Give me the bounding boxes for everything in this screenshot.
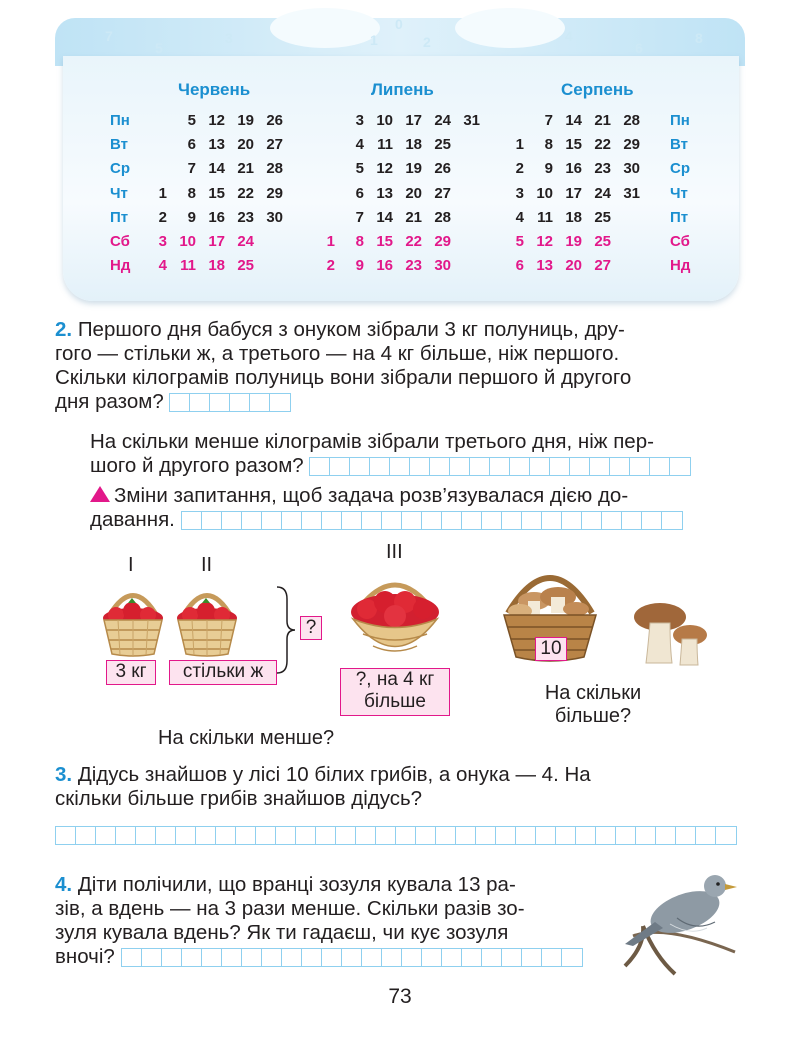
calendar-date: 9 (187, 208, 196, 226)
strawberry-basket-icon (172, 578, 242, 658)
calendar-date: 9 (355, 257, 364, 275)
calendar-date: 16 (565, 160, 582, 178)
calendar-date: 14 (376, 208, 393, 226)
calendar-date: 22 (594, 136, 611, 154)
task3-text: 3. Дідусь знайшов у лісі 10 білих грибів, а онука — 4. На скільки більше грибів знайшов дідусь? (55, 763, 591, 810)
calendar-date: 18 (565, 208, 582, 226)
calendar-date: 27 (434, 184, 451, 202)
calendar-date: 16 (376, 257, 393, 275)
calendar-date: 15 (565, 136, 582, 154)
calendar-date: 18 (405, 136, 422, 154)
answer-row[interactable] (55, 826, 737, 846)
calendar-date: 23 (237, 208, 254, 226)
calendar-date: 16 (208, 208, 225, 226)
strawberry-basket-large-icon (345, 564, 445, 666)
cloud-digit: 1 (370, 32, 378, 48)
strawberry-basket-icon (98, 578, 168, 658)
calendar-date: 2 (158, 208, 167, 226)
caption-how-much-less: На скільки менше? (158, 727, 335, 749)
cloud-decoration (270, 8, 380, 48)
calendar-date: 1 (158, 184, 167, 202)
answer-box[interactable] (309, 457, 691, 476)
calendar-date: 4 (158, 257, 167, 275)
calendar-date: 3 (158, 233, 167, 250)
calendar-date: 30 (623, 160, 640, 178)
basket-label-1: I (128, 554, 134, 576)
calendar-date: 5 (187, 112, 196, 129)
calendar-date: 19 (405, 160, 422, 178)
calendar-date: 4 (515, 208, 524, 226)
task2-line: гого — стільки ж, а третього — на 4 кг більше, ніж першого. (55, 342, 620, 365)
answer-box[interactable] (169, 393, 291, 412)
basket-label-2: II (201, 554, 213, 576)
label-ten: 10 (535, 637, 567, 661)
weekday-label: Сб (110, 232, 130, 250)
mushrooms-icon (630, 597, 710, 669)
calendar-date: 30 (266, 208, 283, 226)
calendar-date: 27 (266, 136, 283, 154)
cloud-digit: 8 (695, 30, 703, 46)
weekday-label: Сб (670, 232, 690, 250)
calendar-date: 11 (377, 136, 393, 154)
calendar-date: 18 (208, 257, 225, 275)
calendar-date: 29 (434, 233, 451, 250)
calendar-date: 2 (515, 160, 524, 178)
calendar-date: 29 (623, 136, 640, 154)
calendar-date: 24 (237, 233, 254, 250)
weekday-column-right (670, 112, 690, 281)
task-number: 4. (55, 873, 73, 896)
calendar-date: 13 (536, 257, 553, 275)
cloud-digit: 4 (565, 28, 573, 44)
cloud-digit: 5 (155, 40, 163, 56)
calendar-date: 8 (187, 184, 196, 202)
calendar-date: 17 (565, 184, 582, 202)
cuckoo-bird-icon (615, 866, 745, 976)
weekday-label: Пт (670, 208, 689, 226)
calendar-date: 29 (266, 184, 283, 202)
calendar-date: 23 (594, 160, 611, 178)
calendar-date: 20 (565, 257, 582, 275)
label-more-by-4kg: ?, на 4 кг більше (340, 668, 450, 716)
page-number: 73 (388, 985, 412, 1008)
task2-line: Скільки кілограмів полуниць вони зібрали першого й другого (55, 366, 632, 389)
task2-subquestion-2: Зміни запитання, щоб задача розв’язувалася дією до- давання. (90, 484, 745, 532)
calendar-date: 21 (237, 160, 254, 178)
calendar-date: 25 (594, 233, 611, 250)
calendar-date: 3 (515, 184, 524, 202)
weekday-label: Ср (110, 160, 130, 178)
calendar-date: 13 (208, 136, 225, 154)
calendar-date: 10 (179, 233, 196, 250)
weekday-label: Чт (110, 184, 128, 202)
cloud-digit: 6 (635, 40, 643, 56)
calendar-date: 8 (544, 136, 553, 154)
calendar-date: 31 (623, 184, 640, 202)
caption-how-much-more: На скільки більше? (544, 682, 642, 727)
calendar-date: 13 (376, 184, 393, 202)
question-box: ? (300, 616, 322, 640)
calendar-date: 10 (536, 184, 553, 202)
weekday-label: Ср (670, 160, 690, 178)
label-3kg: 3 кг (106, 660, 156, 685)
calendar-date: 6 (355, 184, 364, 202)
task-number: 2. (55, 318, 73, 341)
calendar-date: 1 (515, 136, 524, 154)
cloud-digit: 3 (225, 30, 233, 46)
weekday-label: Пн (110, 112, 130, 129)
calendar-date: 26 (266, 112, 283, 129)
cloud-digit: 7 (105, 28, 113, 44)
calendar-date: 8 (355, 233, 364, 250)
calendar-date: 24 (594, 184, 611, 202)
calendar-date: 11 (537, 208, 553, 226)
calendar-date: 9 (544, 160, 553, 178)
task2-subquestion-1: На скільки менше кілограмів зібрали третього дня, ніж пер- шого й другого разом? (90, 430, 745, 478)
calendar-date: 2 (326, 257, 335, 275)
weekday-label: Нд (110, 257, 131, 275)
calendar-date: 12 (208, 112, 225, 129)
calendar-date: 25 (594, 208, 611, 226)
calendar-date: 27 (594, 257, 611, 275)
calendar-date: 25 (237, 257, 254, 275)
calendar-date: 21 (405, 208, 422, 226)
calendar-date: 19 (565, 233, 582, 250)
calendar-date: 28 (266, 160, 283, 178)
calendar-date: 24 (434, 112, 451, 129)
calendar-date: 5 (515, 233, 524, 250)
brace-icon (275, 585, 297, 675)
weekday-label: Пн (670, 112, 690, 129)
calendar-date: 4 (355, 136, 364, 154)
calendar-date: 19 (237, 112, 254, 129)
calendar-date: 3 (355, 112, 364, 129)
calendar-date: 6 (515, 257, 524, 275)
calendar-date: 21 (594, 112, 611, 129)
calendar-date: 12 (376, 160, 393, 178)
calendar-date: 1 (326, 233, 335, 250)
weekday-label: Вт (110, 136, 128, 154)
calendar-date: 15 (376, 233, 393, 250)
calendar-date: 22 (405, 233, 422, 250)
task4-text: 4. Діти полічили, що вранці зозуля кувала 13 ра- зів, а вдень — на 3 рази менше. Скільки разів зо- зуля кувала вдень? Як ти гадаєш, чи кує зозуля вночі? (55, 873, 607, 969)
month-july: Липень (371, 80, 434, 99)
answer-box[interactable] (55, 826, 737, 845)
calendar-date: 28 (623, 112, 640, 129)
calendar-date: 25 (434, 136, 451, 154)
month-august: Серпень (561, 80, 634, 99)
answer-box[interactable] (181, 511, 683, 530)
calendar-date: 26 (434, 160, 451, 178)
calendar-date: 15 (208, 184, 225, 202)
answer-box[interactable] (121, 948, 583, 967)
calendar-date: 28 (434, 208, 451, 226)
cloud-digit: 0 (395, 16, 403, 32)
task2-text (55, 318, 745, 414)
cloud-digit: 2 (423, 34, 431, 50)
calendar-date: 17 (405, 112, 422, 129)
calendar-date: 31 (463, 112, 480, 129)
calendar-date: 7 (355, 208, 364, 226)
task2-line: дня разом? (55, 390, 745, 414)
weekday-column-left (110, 112, 130, 281)
basket-label-3: III (386, 541, 403, 563)
calendar-date: 5 (355, 160, 364, 178)
calendar-date: 6 (187, 136, 196, 154)
task-number: 3. (55, 763, 73, 786)
calendar-date: 14 (565, 112, 582, 129)
calendar-date: 20 (237, 136, 254, 154)
calendar-date: 23 (405, 257, 422, 275)
calendar-date: 7 (187, 160, 196, 178)
weekday-label: Нд (670, 257, 691, 275)
calendar-date: 22 (237, 184, 254, 202)
cloud-decoration (455, 8, 565, 48)
triangle-icon (90, 486, 110, 502)
calendar-date: 7 (544, 112, 553, 129)
calendar-date: 30 (434, 257, 451, 275)
month-june: Червень (178, 80, 251, 99)
weekday-label: Вт (670, 136, 688, 154)
label-same-amount: стільки ж (169, 660, 277, 685)
calendar-date: 12 (536, 233, 553, 250)
calendar-date: 20 (405, 184, 422, 202)
calendar-date: 14 (208, 160, 225, 178)
calendar-date: 10 (376, 112, 393, 129)
task2-line: 2. Першого дня бабуся з онуком зібрали 3 кг полуниць, дру- (55, 318, 625, 341)
calendar-date: 17 (208, 233, 225, 250)
weekday-label: Пт (110, 208, 129, 226)
calendar-date: 11 (180, 257, 196, 275)
weekday-label: Чт (670, 184, 688, 202)
